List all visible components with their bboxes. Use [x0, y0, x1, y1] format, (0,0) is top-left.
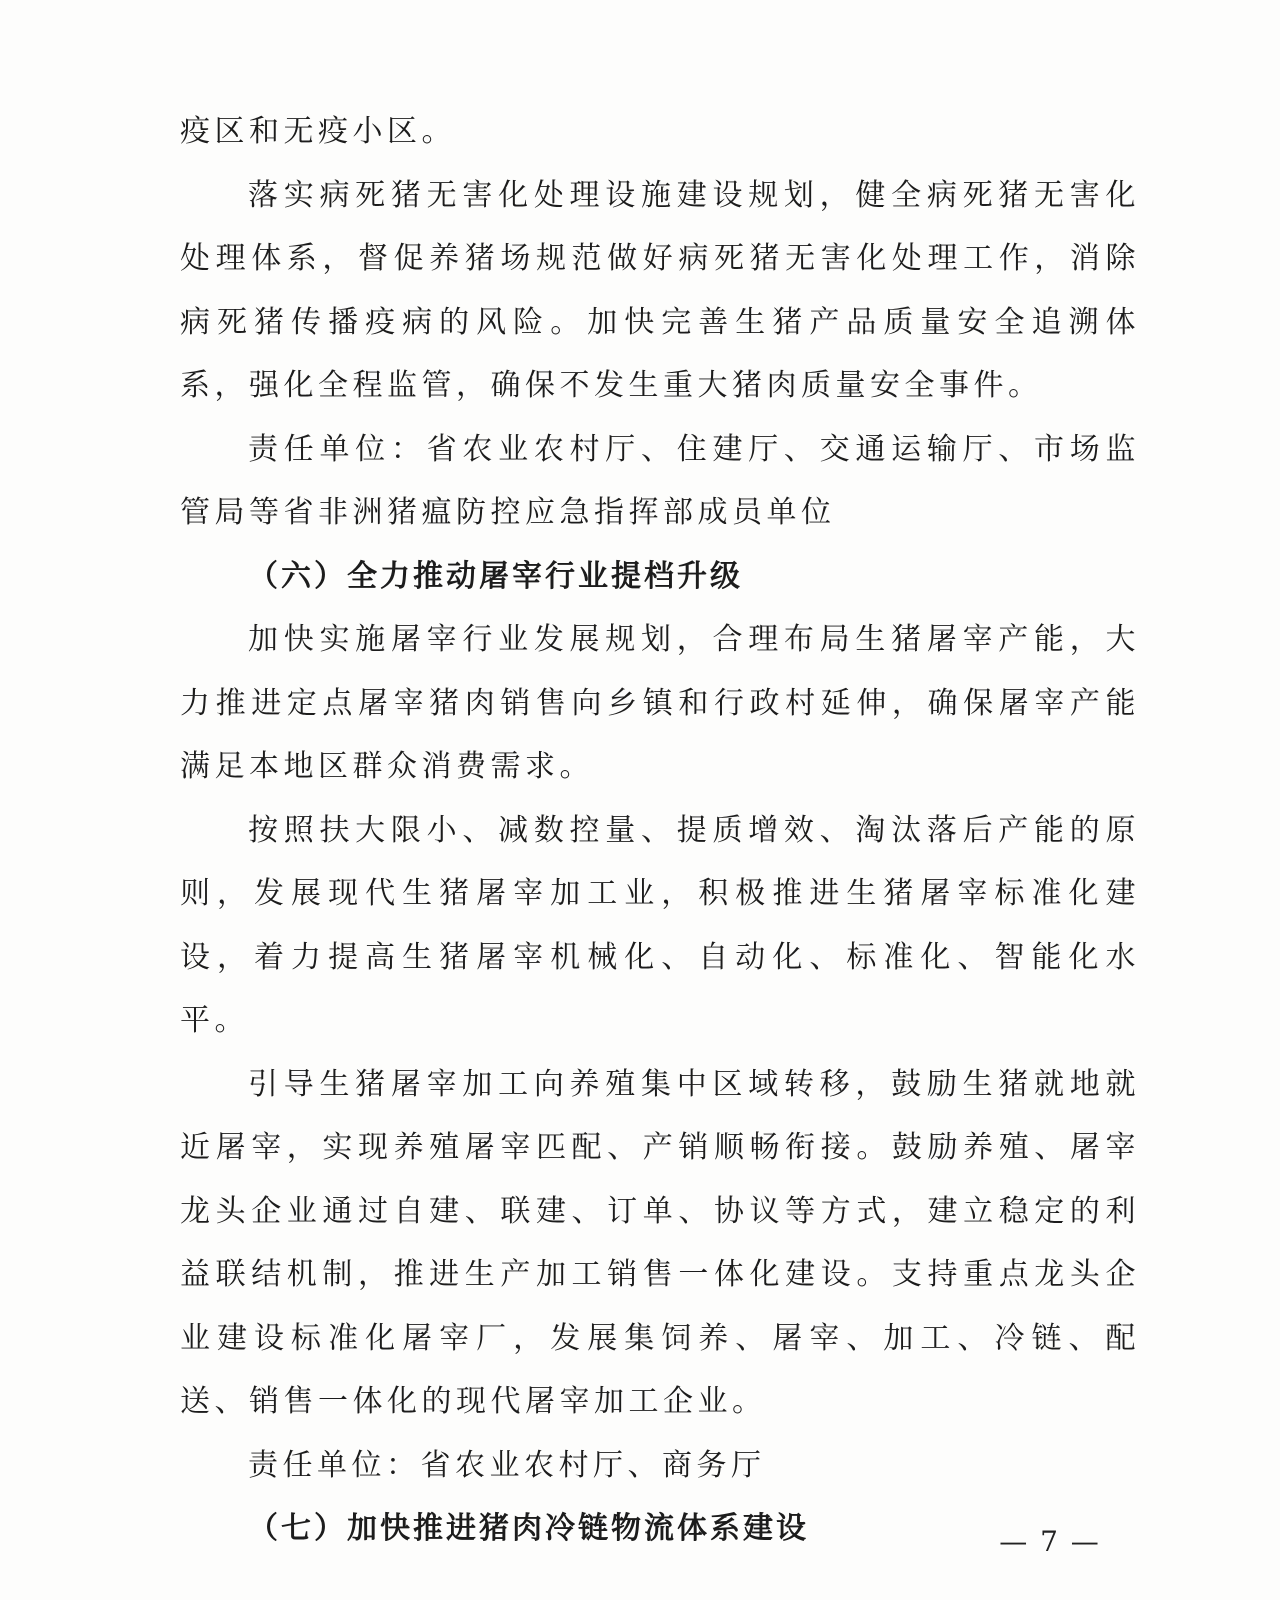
document-body: [180, 100, 1140, 1561]
paragraph-carcass-disposal: 落实病死猪无害化处理设施建设规划，健全病死猪无害化处理体系，督促养猪场规范做好病死猪无害化处理工作，消除病死猪传播疫病的风险。加快完善生猪产品质量安全追溯体系，强化全程监管，确保不发生重大猪肉质量安全事件。: [180, 177, 1140, 403]
section-heading-six: （六）全力推动屠宰行业提档升级: [248, 558, 743, 594]
section-heading-seven: （七）加快推进猪肉冷链物流体系建设: [248, 1511, 809, 1546]
paragraph-continuation: 疫区和无疫小区。: [180, 114, 456, 149]
paragraph-slaughter-principles: 按照扶大限小、减数控量、提质增效、淘汰落后产能的原则，发展现代生猪屠宰加工业，积极推进生猪屠宰标准化建设，着力提高生猪屠宰机械化、自动化、标准化、智能化水平。: [180, 812, 1140, 1038]
paragraph-slaughter-transfer: 引导生猪屠宰加工向养殖集中区域转移，鼓励生猪就地就近屠宰，实现养殖屠宰匹配、产销顺畅衔接。鼓励养殖、屠宰龙头企业通过自建、联建、订单、协议等方式，建立稳定的利益联结机制，推进生产加工销售一体化建设。支持重点龙头企业建设标准化屠宰厂，发展集饲养、屠宰、加工、冷链、配送、销售一体化的现代屠宰加工企业。: [180, 1066, 1140, 1419]
paragraph-responsible-units-2: 责任单位：省农业农村厅、商务厅: [248, 1447, 766, 1483]
page-number: — 7 —: [999, 1525, 1101, 1558]
paragraph-responsible-units-1: 责任单位：省农业农村厅、住建厅、交通运输厅、市场监管局等省非洲猪瘟防控应急指挥部成员单位: [180, 431, 1140, 530]
paragraph-slaughter-planning: 加快实施屠宰行业发展规划，合理布局生猪屠宰产能，大力推进定点屠宰猪肉销售向乡镇和行政村延伸，确保屠宰产能满足本地区群众消费需求。: [180, 622, 1140, 784]
